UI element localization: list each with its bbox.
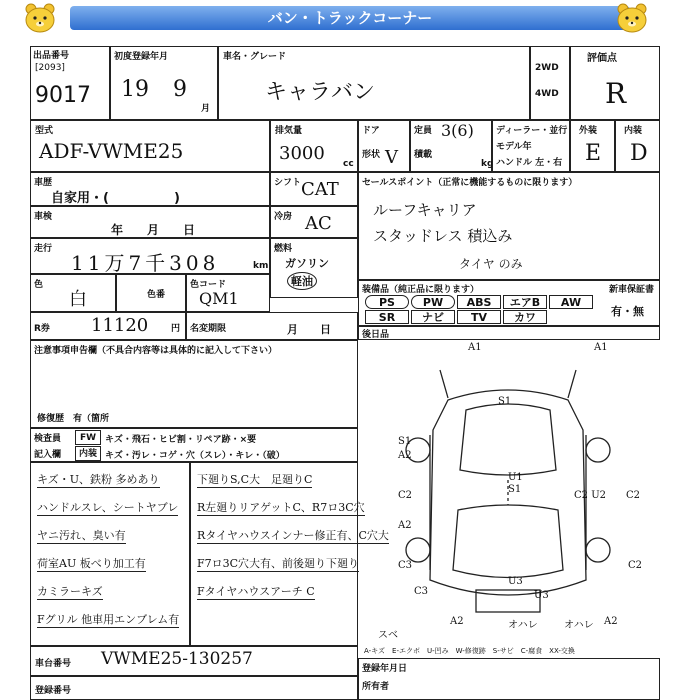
header-bar <box>0 0 700 36</box>
equipment-item: ABS <box>457 295 501 309</box>
equipment-item: カワ <box>503 310 547 324</box>
name-change-cell: 名変期限 月 日 <box>186 312 358 340</box>
shift-cell: シフト CAT <box>270 172 358 206</box>
rear-item-cell: 後日品 <box>358 326 660 340</box>
first-reg-year: 19 <box>121 77 149 102</box>
exterior-grade: E <box>585 141 602 166</box>
history-cell: 車歴 自家用・( ) <box>30 172 270 206</box>
capacity-cell: 定員 3(6) 積載 kg <box>410 120 492 172</box>
sales-point-3: タイヤ のみ <box>459 257 523 271</box>
damage-mark: U3 <box>508 576 523 587</box>
drive-cell: 2WD 4WD <box>530 46 570 120</box>
equipment-item: AW <box>549 295 593 309</box>
registration-cell: 登録年月日 所有者 <box>358 658 660 700</box>
chassis-value: VWME25-130257 <box>101 649 253 669</box>
bear-mascot-icon <box>614 2 650 34</box>
damage-mark: C2 <box>628 560 643 571</box>
door-cell: ドア 形状 V <box>358 120 410 172</box>
damage-mark: C2 U2 <box>574 490 606 501</box>
inspector-notes-left <box>30 462 190 646</box>
inspector-note-line: Fタイヤハウスアーチ C <box>197 585 315 598</box>
damage-legend: A-キズ E-エクボ U-凹み W-修復跡 S-サビ C-腐食 XX-交換 <box>364 647 575 655</box>
inspector-note-line: カミラーキズ <box>37 585 103 598</box>
color-cell: 色 白 <box>30 274 116 312</box>
sales-point-2: スタッドレス 積込み <box>373 227 513 245</box>
damage-mark: C3 <box>414 586 429 597</box>
displacement: 3000 <box>279 143 325 164</box>
section-banner: バン・トラックコーナー <box>70 6 630 30</box>
damage-mark: オハレ <box>564 620 594 631</box>
damage-mark: U1 <box>508 472 523 483</box>
lot-cell: 出品番号 [2093] 9017 <box>30 46 110 120</box>
bear-mascot-icon <box>22 2 58 34</box>
inspection-legend: 検査員 記入欄 FW キズ・飛石・ヒビ割・リペア跡・×要 内装 キズ・汚レ・コゲ・穴（スレ）・キレ・（破） <box>30 428 358 462</box>
interior-cell: 内装 D <box>615 120 660 172</box>
damage-mark: S1 <box>508 484 522 495</box>
color-code: QM1 <box>199 289 239 308</box>
damage-mark: オハレ <box>508 620 538 631</box>
recycle-cell: R券 11120 円 <box>30 312 186 340</box>
damage-mark: A2 <box>450 616 464 627</box>
color-value: 白 <box>69 289 87 310</box>
lot-code: [2093] <box>35 63 65 73</box>
notes-cell: 注意事項申告欄（不具合内容等は具体的に記入して下さい） 修復歴 有（箇所 <box>30 340 358 428</box>
inspector-note-line: F7ロ3C穴大有、前後廻り下廻り <box>197 557 360 570</box>
color-swatch-cell: 色番 <box>116 274 186 312</box>
damage-diagram <box>358 340 660 646</box>
damage-mark: S1 <box>498 396 512 407</box>
interior-grade: D <box>630 141 648 166</box>
equipment-item: TV <box>457 310 501 324</box>
recycle-value: 11120 <box>91 315 149 336</box>
damage-mark: A2 <box>398 520 412 531</box>
damage-mark: A2 <box>604 616 618 627</box>
reg-number-cell: 登録番号 <box>30 676 358 700</box>
equipment-item: エアB <box>503 295 547 309</box>
equipment-item: SR <box>365 310 409 324</box>
equipment-item: PW <box>411 295 455 309</box>
exterior-cell: 外装 E <box>570 120 615 172</box>
auction-sheet <box>30 46 660 700</box>
chassis-cell: 車台番号 VWME25-130257 <box>30 646 358 676</box>
inspector-note-line: R左廻りリアゲットC、R7ロ3C穴 <box>197 501 365 514</box>
inspector-note-line: Fグリル 他車用エンブレム有 <box>37 613 180 626</box>
score-value: R <box>605 77 627 110</box>
sales-points-cell: セールスポイント（正常に機能するものに限ります） ルーフキャリア スタッドレス 積込み タイヤ のみ <box>358 172 660 280</box>
inspector-note-line: 荷室AU 板べり加工有 <box>37 557 146 570</box>
damage-mark: A2 <box>398 450 412 461</box>
damage-mark: S1 <box>398 436 412 447</box>
capacity-value: 3(6) <box>441 121 474 140</box>
equipment-cell: 装備品（純正品に限ります） 新車保証書 PS PW ABS エアB AW SR ナビ TV カワ 有・無 <box>358 280 660 326</box>
equipment-item: PS <box>365 295 409 309</box>
first-reg-cell: 初度登録年月 19 9 月 <box>110 46 218 120</box>
mileage-cell: 走行 11万7千308 km <box>30 238 270 274</box>
shift-value: CAT <box>301 179 339 200</box>
model-name-cell: 車名・グレード キャラバン <box>218 46 530 120</box>
inspector-note-line: 下廻りS,C大 足廻りC <box>197 473 313 486</box>
damage-mark: C2 <box>398 490 413 501</box>
fuel-cell: 燃料 ガソリン 軽油 <box>270 238 358 298</box>
lot-number: 9017 <box>35 83 91 108</box>
damage-mark: スベ <box>378 630 398 641</box>
damage-mark: C3 <box>398 560 413 571</box>
damage-mark: U3 <box>534 590 549 601</box>
ac-cell: 冷房 AC <box>270 206 358 238</box>
color-code-cell: 色コード QM1 <box>186 274 270 312</box>
model-code: ADF-VWME25 <box>39 139 184 163</box>
dealer-cell: ディーラー・並行 モデル年 ハンドル 左・右 <box>492 120 570 172</box>
new-cert-value: 有・無 <box>611 305 644 318</box>
model-name: キャラバン <box>265 80 376 105</box>
mileage-value: 11万7千308 <box>71 251 220 275</box>
shape-value: V <box>385 147 398 168</box>
displacement-cell: 排気量 3000 cc <box>270 120 358 172</box>
inspector-note-line: キズ・U、鉄粉 多めあり <box>37 473 160 486</box>
sales-point-1: ルーフキャリア <box>373 201 477 219</box>
ac-value: AC <box>305 213 332 234</box>
score-cell: 評価点 R <box>570 46 660 120</box>
inspector-note-line: ハンドルスレ、シートヤブレ <box>37 501 179 514</box>
inspector-note-line: ヤニ汚れ、臭い有 <box>37 529 126 542</box>
first-reg-month: 9 <box>173 77 187 102</box>
damage-mark: C2 <box>626 490 641 501</box>
model-code-cell: 型式 ADF-VWME25 <box>30 120 270 172</box>
inspector-note-line: Rタイヤハウスインナー修正有、C穴大 <box>197 529 389 542</box>
equipment-item: ナビ <box>411 310 455 324</box>
damage-mark: A1 <box>468 342 482 353</box>
damage-mark: A1 <box>594 342 608 353</box>
inspection-cell: 車検 年 月 日 <box>30 206 270 238</box>
history-value: 自家用・( ) <box>51 191 180 206</box>
